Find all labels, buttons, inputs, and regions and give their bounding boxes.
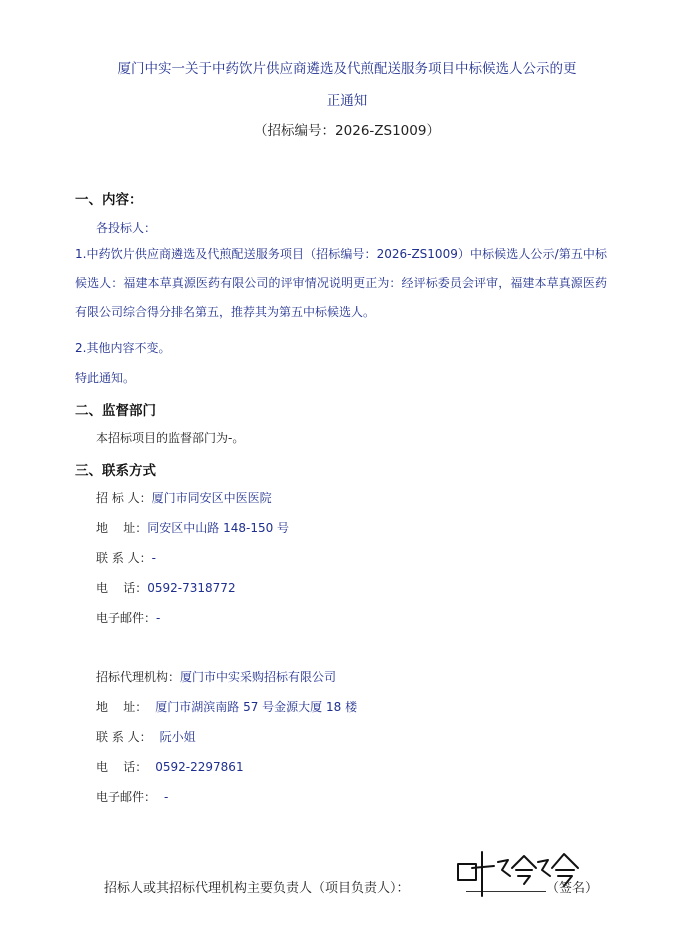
agency-email-row — [96, 788, 168, 805]
section-supervision-heading: 二、监督部门 — [75, 403, 156, 419]
section-content-heading: 一、内容： — [75, 192, 143, 208]
tenderer-email-label: 电子邮件： — [96, 611, 157, 625]
agency-email: - — [164, 790, 169, 804]
agency-contact: 阮小姐 — [159, 730, 196, 744]
agency-name: 厦门市中实采购招标有限公司 — [180, 670, 337, 684]
agency-phone: 0592-2297861 — [155, 760, 244, 774]
agency-name-label: 招标代理机构： — [96, 670, 181, 684]
tenderer-phone-label: 电 话： — [96, 581, 148, 595]
correction-item-2: 2.其他内容不变。 — [75, 341, 171, 355]
tenderer-phone-row — [96, 579, 236, 596]
signature-suffix: （签名） — [546, 881, 599, 896]
supervision-text: 本招标项目的监督部门为-。 — [96, 431, 245, 445]
closing-text: 特此通知。 — [75, 371, 136, 385]
agency-contact-row — [96, 728, 196, 745]
salutation: 各投标人： — [96, 221, 157, 235]
section-contact-heading: 三、联系方式 — [75, 463, 156, 479]
notice-title-line2: 正通知 — [326, 93, 368, 109]
tenderer-contact-label: 联 系 人： — [96, 551, 152, 565]
tenderer-email-row — [96, 609, 160, 626]
notice-title-line1: 厦门中实一关于中药饮片供应商遴选及代煎配送服务项目中标候选人公示的更 — [117, 61, 577, 77]
tenderer-name: 厦门市同安区中医医院 — [151, 491, 272, 505]
tenderer-name-label: 招 标 人： — [96, 491, 152, 505]
agency-contact-label: 联 系 人： — [96, 730, 152, 744]
bid-number: （招标编号：2026-ZS1009） — [254, 123, 440, 139]
agency-name-row — [96, 668, 336, 685]
agency-email-label: 电子邮件： — [96, 790, 157, 804]
agency-phone-row — [96, 758, 244, 775]
tenderer-phone: 0592-7318772 — [147, 581, 236, 595]
tenderer-address-row — [96, 519, 289, 536]
tenderer-contact: - — [151, 551, 156, 565]
agency-address-label: 地 址： — [96, 700, 148, 714]
tenderer-name-row — [96, 489, 272, 506]
correction-item-1: 1.中药饮片供应商遴选及代煎配送服务项目（招标编号：2026-ZS1009）中标候选人公示/第五中标候选人：福建本草真源医药有限公司的评审情况说明更正为：经评标委员会评审，福建本草真源医药有限公司综合得分排名第五，推荐其为第五中标候选人。 — [75, 247, 607, 319]
agency-address-row — [96, 698, 357, 715]
tenderer-address-label: 地 址： — [96, 521, 148, 535]
tenderer-address: 同安区中山路 148-150 号 — [147, 521, 290, 535]
agency-phone-label: 电 话： — [96, 760, 148, 774]
tenderer-contact-row — [96, 549, 156, 566]
agency-address: 厦门市湖滨南路 57 号金源大厦 18 楼 — [155, 700, 358, 714]
signature-label: 招标人或其招标代理机构主要负责人（项目负责人）： — [104, 881, 410, 896]
tenderer-email: - — [156, 611, 161, 625]
